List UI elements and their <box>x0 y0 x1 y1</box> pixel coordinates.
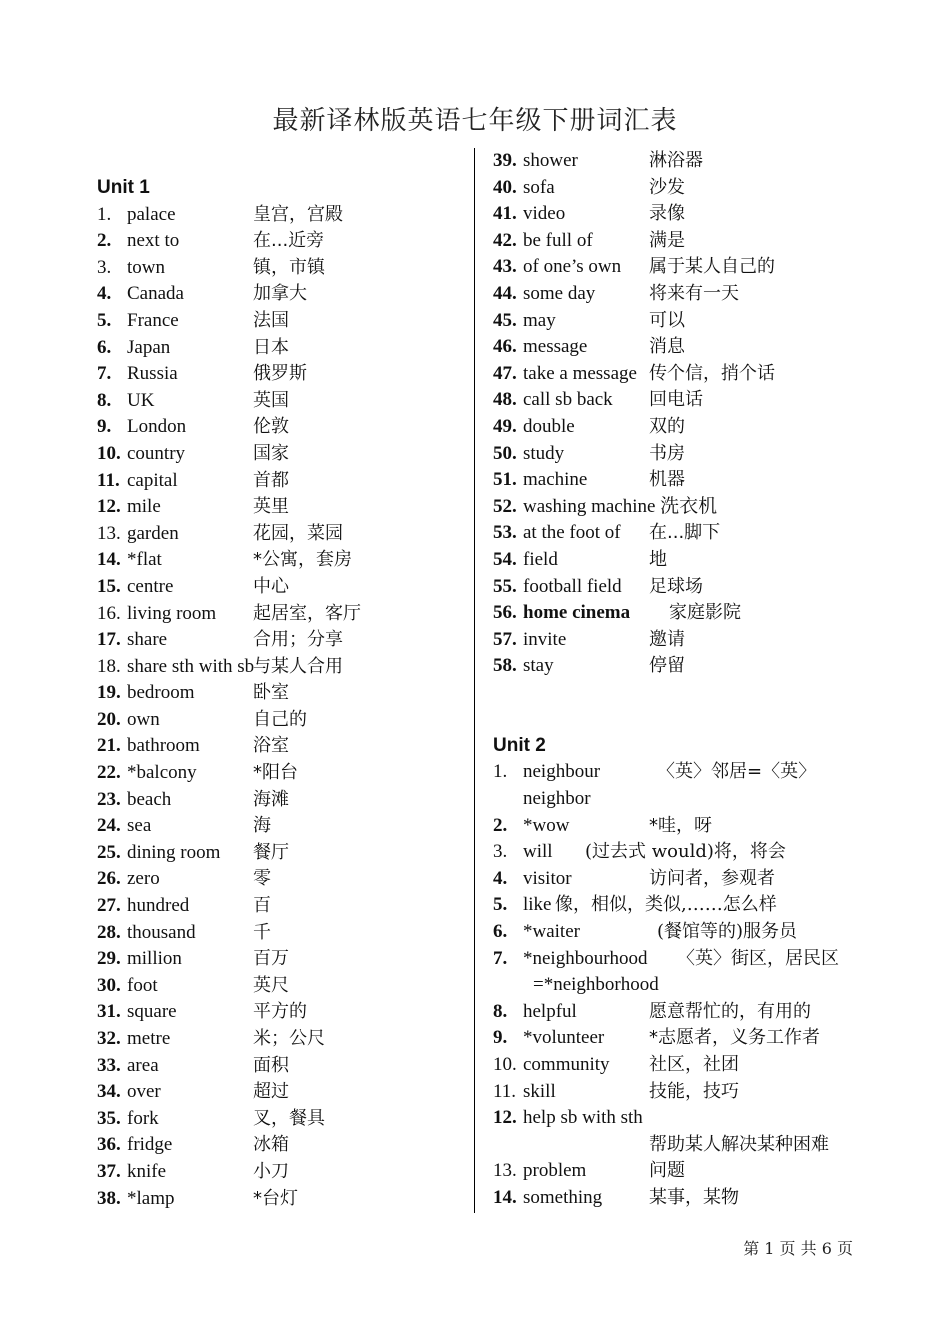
vocab-number: 18. <box>97 655 121 677</box>
vocab-row <box>97 760 467 787</box>
vocab-word: *flat <box>127 549 162 571</box>
vocab-number: 51. <box>493 469 517 491</box>
vocab-row <box>97 813 467 840</box>
vocab-meaning: 家庭影院 <box>669 602 741 624</box>
vocab-number: 5. <box>97 309 112 331</box>
vocab-row <box>97 335 467 362</box>
vocab-number: 12. <box>97 496 121 518</box>
vocab-number: 28. <box>97 921 121 943</box>
vocab-meaning: 百万 <box>253 948 289 970</box>
vocab-word: own <box>127 708 160 730</box>
vocab-row <box>493 201 893 228</box>
vocab-number: 17. <box>97 629 121 651</box>
vocab-number: 24. <box>97 815 121 837</box>
vocab-word: take a message <box>523 362 637 384</box>
vocab-row <box>493 254 893 281</box>
vocab-meaning: 百 <box>253 895 271 917</box>
vocab-word: be full of <box>523 229 593 251</box>
vocab-row <box>97 441 467 468</box>
vocab-word: capital <box>127 469 178 491</box>
vocab-number: 29. <box>97 948 121 970</box>
vocab-number: 16. <box>97 602 121 624</box>
vocab-number: 42. <box>493 229 517 251</box>
unit-heading: Unit 2 <box>493 734 546 756</box>
vocab-row <box>493 892 893 919</box>
vocab-continuation: 帮助某人解决某种困难 <box>649 1133 829 1155</box>
vocab-meaning: 像，相似，类似,……怎么样 <box>555 894 777 916</box>
vocab-row <box>97 574 467 601</box>
vocab-number: 34. <box>97 1081 121 1103</box>
vocab-row <box>493 148 893 175</box>
vocab-row <box>493 600 893 627</box>
vocab-word: foot <box>127 974 158 996</box>
vocab-number: 3. <box>97 256 112 278</box>
vocab-number: 2. <box>493 814 508 836</box>
vocab-word: thousand <box>127 921 196 943</box>
vocab-meaning: 英里 <box>253 496 289 518</box>
vocab-row <box>97 654 467 681</box>
vocab-number: 40. <box>493 176 517 198</box>
vocab-row <box>493 1079 893 1106</box>
vocab-meaning: *志愿者，义务工作者 <box>649 1027 820 1049</box>
vocab-row <box>97 893 467 920</box>
vocab-number: 49. <box>493 415 517 437</box>
vocab-number: 56. <box>493 602 517 624</box>
vocab-word: mile <box>127 496 161 518</box>
vocab-word: *waiter <box>523 921 580 943</box>
page-footer: 第 1 页 共 6 页 <box>743 1239 853 1258</box>
vocab-row <box>97 1053 467 1080</box>
vocab-row <box>97 920 467 947</box>
vocab-word: centre <box>127 575 174 597</box>
vocab-row <box>493 1025 893 1052</box>
vocab-meaning: 可以 <box>649 309 685 331</box>
vocab-number: 37. <box>97 1160 121 1182</box>
vocab-number: 57. <box>493 628 517 650</box>
vocab-meaning: 伦敦 <box>253 416 289 438</box>
vocab-word: visitor <box>523 867 572 889</box>
vocab-meaning: 加拿大 <box>253 283 307 305</box>
vocab-number: 10. <box>493 1054 517 1075</box>
vocab-word: next to <box>127 230 180 252</box>
vocab-number: 35. <box>97 1107 121 1129</box>
vocab-meaning: 技能，技巧 <box>649 1080 739 1102</box>
vocab-row <box>493 361 893 388</box>
vocab-word: machine <box>523 469 588 491</box>
vocab-number: 7. <box>97 363 112 385</box>
vocab-row <box>97 1079 467 1106</box>
vocab-word: skill <box>523 1080 556 1102</box>
right-column <box>493 148 893 1212</box>
vocab-word: London <box>127 416 187 438</box>
vocab-number: 39. <box>493 150 517 171</box>
vocab-number: 9. <box>493 1027 508 1049</box>
vocab-meaning: 与某人合用 <box>253 655 343 677</box>
vocab-meaning: 超过 <box>253 1081 289 1103</box>
vocab-row <box>493 627 893 654</box>
vocab-number: 6. <box>97 336 112 358</box>
vocab-row <box>493 441 893 468</box>
vocab-word: some day <box>523 282 596 304</box>
vocab-number: 55. <box>493 575 517 597</box>
vocab-meaning: 在...近旁 <box>253 230 325 252</box>
vocab-meaning: 录像 <box>649 203 685 225</box>
vocab-word: *volunteer <box>523 1027 605 1049</box>
vocab-word: palace <box>127 203 176 225</box>
vocab-meaning: 停留 <box>649 655 685 677</box>
vocab-number: 6. <box>493 921 508 943</box>
vocab-row <box>97 973 467 1000</box>
vocab-word: metre <box>127 1028 171 1049</box>
vocab-meaning: 海 <box>253 815 271 837</box>
vocab-meaning: 零 <box>253 868 271 890</box>
vocab-word: zero <box>127 868 160 890</box>
section-gap <box>493 680 893 733</box>
vocab-number: 11. <box>493 1080 517 1102</box>
vocab-row <box>97 1026 467 1053</box>
vocab-number: 13. <box>97 522 121 544</box>
vocab-meaning: 将来有一天 <box>649 282 739 304</box>
vocab-word: something <box>523 1186 603 1208</box>
vocab-number: 33. <box>97 1054 121 1076</box>
vocab-row <box>493 1158 893 1185</box>
vocab-meaning: (过去式 would)将，将会 <box>585 841 786 863</box>
vocab-meaning: 社区，社团 <box>649 1054 739 1075</box>
vocab-row <box>97 1132 467 1159</box>
vocab-word: field <box>523 548 558 570</box>
vocab-number: 21. <box>97 735 121 757</box>
vocab-row <box>493 653 893 680</box>
vocab-meaning: 小刀 <box>253 1160 289 1182</box>
page-title: 最新译林版英语七年级下册词汇表 <box>272 106 678 136</box>
vocab-number: 31. <box>97 1001 121 1023</box>
vocab-row <box>493 387 893 414</box>
vocab-meaning: *公寓，套房 <box>253 549 352 571</box>
vocab-number: 32. <box>97 1028 121 1049</box>
vocab-meaning: 满是 <box>649 229 685 251</box>
vocab-meaning: 冰箱 <box>253 1134 289 1156</box>
vocab-row <box>493 999 893 1026</box>
vocab-row <box>97 627 467 654</box>
vocab-row <box>493 919 893 946</box>
vocab-meaning: 双的 <box>649 415 685 437</box>
vocab-row <box>493 334 893 361</box>
vocab-meaning: 合用；分享 <box>253 629 343 651</box>
vocab-word: *wow <box>523 814 570 836</box>
vocab-number: 4. <box>97 283 112 305</box>
vocab-meaning: 起居室，客厅 <box>253 602 361 624</box>
vocab-meaning: 面积 <box>253 1054 289 1076</box>
vocab-row <box>97 1106 467 1133</box>
vocab-number: 26. <box>97 868 121 890</box>
vocab-meaning: 属于某人自己的 <box>649 256 775 278</box>
vocab-number: 25. <box>97 841 121 863</box>
vocab-meaning: 书房 <box>649 442 685 464</box>
vocab-number: 3. <box>493 841 508 863</box>
vocab-row <box>493 759 893 812</box>
vocab-meaning: 某事，某物 <box>649 1186 739 1208</box>
vocab-meaning: 〈英〉街区，居民区 <box>677 947 839 969</box>
vocab-number: 5. <box>493 894 508 916</box>
vocab-meaning: 餐厅 <box>253 841 289 863</box>
vocab-meaning: 沙发 <box>649 176 685 198</box>
vocab-row <box>493 175 893 202</box>
vocab-row <box>493 1052 893 1079</box>
vocab-word: bedroom <box>127 682 195 704</box>
vocab-meaning: 足球场 <box>649 575 703 597</box>
vocab-row <box>97 388 467 415</box>
vocab-row <box>97 601 467 628</box>
vocab-row <box>493 839 893 866</box>
vocab-meaning: 愿意帮忙的，有用的 <box>649 1000 811 1022</box>
vocab-number: 52. <box>493 495 517 517</box>
vocab-row <box>97 840 467 867</box>
vocab-row <box>493 228 893 255</box>
vocab-row <box>97 494 467 521</box>
vocab-word: bathroom <box>127 735 200 757</box>
vocab-number: 23. <box>97 788 121 810</box>
vocab-word: hundred <box>127 895 190 917</box>
vocab-meaning: 消息 <box>649 336 685 358</box>
vocab-row <box>97 202 467 229</box>
vocab-number: 41. <box>493 203 517 225</box>
vocab-word: may <box>523 309 556 331</box>
vocab-word: like <box>523 894 552 916</box>
vocab-number: 15. <box>97 575 121 597</box>
vocab-row <box>97 946 467 973</box>
vocab-meaning: 米；公尺 <box>253 1028 325 1049</box>
vocab-word: stay <box>523 655 554 677</box>
vocab-meaning: 海滩 <box>253 788 289 810</box>
vocab-row <box>97 281 467 308</box>
vocab-word: problem <box>523 1160 587 1182</box>
vocab-word: will <box>523 841 553 863</box>
vocab-number: 53. <box>493 522 517 544</box>
vocab-row <box>97 255 467 282</box>
vocab-meaning: 花园，菜园 <box>253 522 343 544</box>
vocab-word: invite <box>523 628 567 650</box>
vocab-row <box>97 680 467 707</box>
vocab-number: 13. <box>493 1160 517 1182</box>
vocab-word: community <box>523 1054 610 1075</box>
vocab-meaning: 英国 <box>253 389 289 411</box>
vocab-number: 1. <box>97 203 112 225</box>
vocab-word: square <box>127 1001 177 1023</box>
vocab-row <box>97 733 467 760</box>
vocab-number: 36. <box>97 1134 121 1156</box>
vocab-continuation: neighbor <box>523 788 591 810</box>
vocab-word: share <box>127 629 168 651</box>
vocab-word: town <box>127 256 165 278</box>
vocab-row <box>97 468 467 495</box>
vocab-number: 46. <box>493 336 517 358</box>
vocab-meaning: 中心 <box>253 575 289 597</box>
vocab-row <box>493 308 893 335</box>
vocab-number: 38. <box>97 1187 121 1209</box>
vocab-row <box>493 520 893 547</box>
vocab-meaning: 叉，餐具 <box>253 1107 325 1129</box>
vocab-row <box>493 1105 893 1158</box>
vocab-number: 45. <box>493 309 517 331</box>
vocab-word: washing machine 洗衣机 <box>523 495 718 517</box>
vocab-row <box>97 547 467 574</box>
vocab-row <box>493 467 893 494</box>
vocab-number: 58. <box>493 655 517 677</box>
vocab-word: *neighbourhood <box>523 947 648 969</box>
unit-heading: Unit 1 <box>97 177 150 198</box>
vocab-row <box>493 946 893 999</box>
vocab-number: 2. <box>97 230 112 252</box>
vocab-number: 8. <box>493 1000 508 1022</box>
vocab-number: 30. <box>97 974 121 996</box>
vocab-word: home cinema <box>523 602 631 624</box>
vocab-word: helpful <box>523 1000 577 1022</box>
vocab-number: 4. <box>493 867 508 889</box>
vocab-number: 44. <box>493 282 517 304</box>
vocab-meaning: 卧室 <box>253 682 289 704</box>
vocab-word: million <box>127 948 182 970</box>
vocab-row <box>97 308 467 335</box>
vocab-word: beach <box>127 788 172 810</box>
vocab-number: 43. <box>493 256 517 278</box>
vocab-number: 19. <box>97 682 121 704</box>
vocab-number: 9. <box>97 416 112 438</box>
vocab-number: 7. <box>493 947 508 969</box>
vocab-word: knife <box>127 1160 167 1182</box>
vocab-meaning: 浴室 <box>253 735 289 757</box>
vocab-row <box>493 1185 893 1212</box>
vocab-row <box>97 999 467 1026</box>
vocab-row <box>97 414 467 441</box>
vocab-meaning: 千 <box>253 921 271 943</box>
vocab-meaning: *哇，呀 <box>649 814 712 836</box>
vocab-row <box>97 707 467 734</box>
vocab-meaning: 国家 <box>253 442 289 464</box>
vocab-meaning: 机器 <box>649 469 685 491</box>
vocab-word: Japan <box>127 336 171 358</box>
vocab-number: 1. <box>493 761 508 783</box>
vocab-word: Russia <box>127 363 178 385</box>
vocab-row <box>493 414 893 441</box>
vocab-word: *lamp <box>127 1187 175 1209</box>
vocab-word: help sb with sth <box>523 1107 643 1129</box>
vocab-row <box>97 361 467 388</box>
vocab-row <box>97 521 467 548</box>
vocab-word: call sb back <box>523 389 613 411</box>
column-divider <box>474 148 475 1213</box>
vocab-word: country <box>127 442 186 464</box>
vocab-word: football field <box>523 575 622 597</box>
vocab-meaning: 问题 <box>649 1160 685 1182</box>
vocab-meaning: *台灯 <box>253 1187 298 1209</box>
vocab-continuation: =*neighborhood <box>533 974 659 996</box>
vocab-meaning: 回电话 <box>649 389 703 411</box>
vocab-word: share sth with sb <box>127 655 255 677</box>
vocab-number: 12. <box>493 1107 517 1129</box>
vocab-word: dining room <box>127 841 221 863</box>
vocab-meaning: 平方的 <box>253 1001 307 1023</box>
vocab-word: living room <box>127 602 217 624</box>
vocab-word: of one’s own <box>523 256 622 278</box>
vocab-word: sofa <box>523 176 555 198</box>
vocab-word: neighbour <box>523 761 601 783</box>
vocab-row <box>493 866 893 893</box>
vocab-word: Canada <box>127 283 184 305</box>
vocab-meaning: 俄罗斯 <box>253 363 307 385</box>
vocab-word: *balcony <box>127 762 197 784</box>
vocab-word: area <box>127 1054 159 1076</box>
vocab-word: study <box>523 442 565 464</box>
vocab-meaning: 地 <box>649 548 667 570</box>
vocab-number: 48. <box>493 389 517 411</box>
vocab-row <box>97 1159 467 1186</box>
vocab-meaning: *阳台 <box>253 762 298 784</box>
vocab-number: 27. <box>97 895 121 917</box>
vocab-word: message <box>523 336 588 358</box>
vocab-number: 11. <box>97 469 120 491</box>
vocab-meaning: 法国 <box>253 309 289 331</box>
vocab-meaning: (餐馆等的)服务员 <box>657 921 798 943</box>
vocab-word: fork <box>127 1107 159 1129</box>
vocab-word: at the foot of <box>523 522 621 544</box>
vocab-word: shower <box>523 150 578 171</box>
vocab-row <box>493 494 893 521</box>
vocab-row <box>493 813 893 840</box>
vocab-meaning: 皇宫，宫殿 <box>253 203 343 225</box>
vocab-row <box>97 787 467 814</box>
vocab-number: 10. <box>97 442 121 464</box>
vocab-word: UK <box>127 389 155 411</box>
vocab-meaning: 〈英〉邻居=〈英〉 <box>657 761 817 783</box>
vocab-row <box>493 547 893 574</box>
vocab-word: video <box>523 203 566 225</box>
vocab-meaning: 邀请 <box>649 628 685 650</box>
vocab-meaning: 镇，市镇 <box>253 256 325 278</box>
vocab-number: 54. <box>493 548 517 570</box>
vocab-word: fridge <box>127 1134 173 1156</box>
vocab-word: over <box>127 1081 161 1103</box>
vocab-row <box>493 574 893 601</box>
vocab-row <box>97 228 467 255</box>
vocab-word: double <box>523 415 575 437</box>
vocab-number: 14. <box>97 549 121 571</box>
vocab-number: 8. <box>97 389 112 411</box>
left-column <box>97 175 467 1212</box>
vocab-meaning: 英尺 <box>253 974 289 996</box>
vocab-meaning: 首都 <box>253 469 289 491</box>
vocab-row <box>97 866 467 893</box>
vocab-meaning: 自己的 <box>253 708 307 730</box>
vocab-number: 50. <box>493 442 517 464</box>
vocab-meaning: 访问者，参观者 <box>649 867 775 889</box>
vocab-number: 22. <box>97 762 121 784</box>
vocab-meaning: 淋浴器 <box>649 150 703 171</box>
vocab-number: 14. <box>493 1186 517 1208</box>
vocab-word: sea <box>127 815 152 837</box>
vocab-number: 47. <box>493 362 517 384</box>
vocab-meaning: 传个信，捎个话 <box>649 362 775 384</box>
vocab-meaning: 在...脚下 <box>649 522 721 544</box>
vocab-meaning: 日本 <box>253 336 289 358</box>
vocab-number: 20. <box>97 708 121 730</box>
vocab-row <box>97 1186 467 1213</box>
vocab-row <box>493 281 893 308</box>
vocab-word: garden <box>127 522 179 544</box>
vocab-word: France <box>127 309 179 331</box>
